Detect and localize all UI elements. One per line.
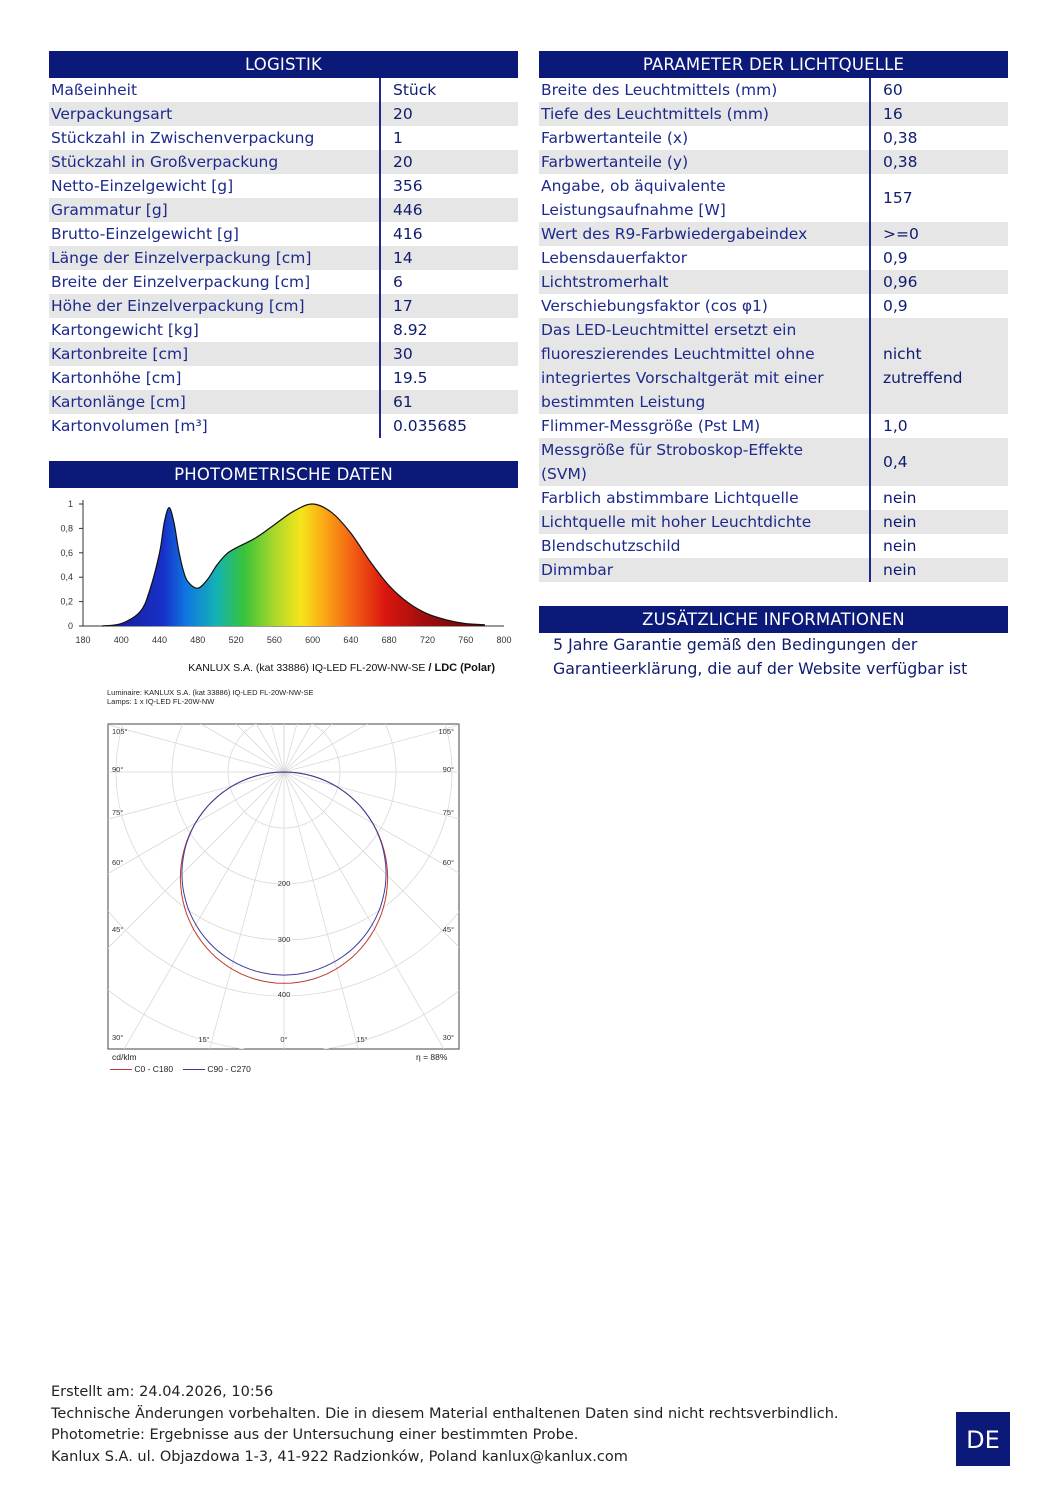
logistik-row bbox=[49, 342, 518, 366]
logistik-label: Länge der Einzelverpackung [cm] bbox=[49, 246, 380, 270]
spectrum-x-tick-label: 760 bbox=[458, 635, 474, 645]
spectrum-y-tick-label: 0,8 bbox=[60, 523, 73, 534]
logistik-row bbox=[49, 414, 518, 438]
logistik-row bbox=[49, 318, 518, 342]
logistik-row bbox=[49, 390, 518, 414]
polar-radial-label: 400 bbox=[277, 990, 291, 999]
polar-angle-label-left: 105° bbox=[112, 727, 128, 736]
polar-radial-label: 200 bbox=[277, 879, 291, 888]
logistik-label: Kartongewicht [kg] bbox=[51, 321, 199, 339]
spectrum-y-tick-label: 0 bbox=[67, 621, 73, 631]
logistik-table bbox=[49, 78, 518, 438]
parameter-row bbox=[539, 534, 1008, 558]
logistik-value: 356 bbox=[380, 174, 518, 198]
logistik-row bbox=[49, 174, 518, 198]
polar-angle-label-right: 105° bbox=[438, 727, 454, 736]
footer-address: Kanlux S.A. ul. Objazdowa 1-3, 41-922 Radzionków, Poland kanlux@kanlux.com bbox=[51, 1448, 628, 1465]
parameter-label: Flimmer-Messgröße (Pst LM) bbox=[541, 417, 761, 435]
parameter-row bbox=[539, 102, 1008, 126]
parameter-row bbox=[539, 150, 1008, 174]
spectrum-chart bbox=[49, 492, 519, 652]
parameter-row bbox=[539, 486, 1008, 510]
parameter-label bbox=[539, 174, 870, 222]
parameter-label-line: fluoreszierendes Leuchtmittel ohne bbox=[541, 345, 815, 363]
parameter-label: Lebensdauerfaktor bbox=[541, 249, 688, 267]
parameter-value-line: zutreffend bbox=[883, 369, 963, 387]
spectrum-x-tick-label: 520 bbox=[228, 635, 244, 645]
polar-efficiency: η = 88% bbox=[416, 1052, 448, 1062]
parameter-label-line: Angabe, ob äquivalente bbox=[541, 177, 726, 195]
polar-angle-label-bottom: 15° bbox=[356, 1035, 368, 1044]
spectrum-x-tick-label: 720 bbox=[419, 635, 435, 645]
legend-c90 bbox=[183, 1064, 251, 1074]
logistik-label: Brutto-Einzelgewicht [g] bbox=[51, 225, 239, 243]
polar-angle-label-left: 30° bbox=[112, 1033, 124, 1042]
parameter-label-line: Leistungsaufnahme [W] bbox=[541, 201, 726, 219]
parameter-table bbox=[539, 78, 1008, 582]
spectrum-x-tick-label: 440 bbox=[152, 635, 168, 645]
spectrum-x-tick-label: 800 bbox=[496, 635, 512, 645]
logistik-value: 416 bbox=[380, 222, 518, 246]
zusatz-line-2: Garantieerklärung, die auf der Website verfügbar ist bbox=[553, 659, 968, 678]
logistik-label: Breite der Einzelverpackung [cm] bbox=[51, 273, 311, 291]
spectrum-y-tick-label: 0,2 bbox=[60, 596, 73, 607]
parameter-row bbox=[539, 414, 1008, 438]
parameter-value: nein bbox=[870, 510, 1008, 534]
parameter-label-line: integriertes Vorschaltgerät mit einer bbox=[541, 369, 824, 387]
parameter-label-line: bestimmten Leistung bbox=[541, 393, 706, 411]
logistik-value: 446 bbox=[380, 198, 518, 222]
legend-c0 bbox=[110, 1064, 173, 1074]
parameter-label: Farblich abstimmbare Lichtquelle bbox=[541, 489, 799, 507]
legend-c90-label: C90 - C270 bbox=[207, 1064, 251, 1074]
zusatz-header: ZUSÄTZLICHE INFORMATIONEN bbox=[539, 606, 1008, 633]
parameter-label-line: Das LED-Leuchtmittel ersetzt ein bbox=[541, 321, 797, 339]
parameter-row bbox=[539, 438, 1008, 486]
parameter-value: nein bbox=[870, 534, 1008, 558]
parameter-row bbox=[539, 222, 1008, 246]
parameter-label: Tiefe des Leuchtmittels (mm) bbox=[539, 102, 870, 126]
parameter-value: nein bbox=[870, 558, 1008, 582]
parameter-label: Blendschutzschild bbox=[541, 537, 681, 555]
parameter-value bbox=[870, 318, 1008, 414]
logistik-value: 30 bbox=[380, 342, 518, 366]
parameter-value: nein bbox=[870, 486, 1008, 510]
parameter-row bbox=[539, 78, 1008, 102]
parameter-value: 1,0 bbox=[870, 414, 1008, 438]
logistik-value: 8.92 bbox=[380, 318, 518, 342]
polar-angle-label-bottom: 15° bbox=[198, 1035, 210, 1044]
legend-c0-swatch bbox=[110, 1069, 132, 1070]
parameter-row bbox=[539, 174, 1008, 222]
logistik-label: Kartonvolumen [m³] bbox=[51, 417, 208, 435]
logistik-value: Stück bbox=[380, 78, 518, 102]
parameter-label-line: Messgröße für Stroboskop-Effekte bbox=[541, 441, 803, 459]
polar-angle-label-right: 45° bbox=[442, 925, 454, 934]
logistik-row bbox=[49, 126, 518, 150]
logistik-label: Kartonlänge [cm] bbox=[49, 390, 380, 414]
parameter-value-line: nicht bbox=[883, 345, 922, 363]
spectrum-y-tick-label: 0,4 bbox=[60, 572, 73, 583]
polar-angle-label-right: 75° bbox=[442, 808, 454, 817]
polar-title-main: KANLUX S.A. (kat 33886) IQ-LED FL-20W-NW-SE bbox=[188, 662, 426, 674]
logistik-row bbox=[49, 102, 518, 126]
logistik-row bbox=[49, 294, 518, 318]
parameter-label: Lichtquelle mit hoher Leuchtdichte bbox=[539, 510, 870, 534]
parameter-row bbox=[539, 270, 1008, 294]
logistik-header: LOGISTIK bbox=[49, 51, 518, 78]
polar-angle-label-right: 60° bbox=[442, 858, 454, 867]
logistik-value: 19.5 bbox=[380, 366, 518, 390]
parameter-value: 60 bbox=[870, 78, 1008, 102]
parameter-label: Verschiebungsfaktor (cos φ1) bbox=[541, 297, 768, 315]
parameter-value: 0,9 bbox=[870, 246, 1008, 270]
spectrum-x-tick-label: 640 bbox=[343, 635, 359, 645]
logistik-label: Kartonhöhe [cm] bbox=[51, 369, 182, 387]
parameter-row bbox=[539, 246, 1008, 270]
spectrum-x-tick-label: 180 bbox=[75, 635, 91, 645]
logistik-label: Maßeinheit bbox=[51, 81, 138, 99]
footer-disclaimer: Technische Änderungen vorbehalten. Die in diesem Material enthaltenen Daten sind nicht rechtsverbindlich. bbox=[51, 1405, 839, 1422]
lamps-line: Lamps: 1 x IQ-LED FL-20W-NW bbox=[107, 696, 215, 706]
logistik-label: Grammatur [g] bbox=[49, 198, 380, 222]
spectrum-x-tick-label: 600 bbox=[305, 635, 321, 645]
parameter-label: Farbwertanteile (y) bbox=[539, 150, 870, 174]
logistik-row bbox=[49, 150, 518, 174]
logistik-value: 20 bbox=[380, 150, 518, 174]
parameter-label bbox=[539, 438, 870, 486]
logistik-row bbox=[49, 222, 518, 246]
polar-title bbox=[150, 662, 495, 674]
polar-chart bbox=[100, 720, 460, 1070]
footer-photometry-note: Photometrie: Ergebnisse aus der Untersuchung einer bestimmten Probe. bbox=[51, 1427, 579, 1443]
polar-angle-label-bottom: 0° bbox=[280, 1035, 288, 1044]
polar-title-bold: / LDC (Polar) bbox=[425, 662, 495, 674]
parameter-label: Lichtstromerhalt bbox=[539, 270, 870, 294]
logistik-value: 6 bbox=[380, 270, 518, 294]
parameter-row bbox=[539, 126, 1008, 150]
logistik-value: 14 bbox=[380, 246, 518, 270]
polar-angle-label-left: 75° bbox=[112, 808, 124, 817]
parameter-row bbox=[539, 294, 1008, 318]
logistik-value: 20 bbox=[380, 102, 518, 126]
legend-c90-swatch bbox=[183, 1069, 205, 1070]
spectrum-x-tick-label: 560 bbox=[266, 635, 282, 645]
parameter-label-line: (SVM) bbox=[541, 465, 587, 483]
spectrum-x-tick-label: 400 bbox=[113, 635, 129, 645]
polar-angle-label-right: 90° bbox=[442, 765, 454, 774]
spectrum-x-tick-label: 480 bbox=[190, 635, 206, 645]
parameter-label: Wert des R9-Farbwiedergabeindex bbox=[539, 222, 870, 246]
logistik-value: 0.035685 bbox=[380, 414, 518, 438]
logistik-label: Netto-Einzelgewicht [g] bbox=[51, 177, 234, 195]
parameter-value: 16 bbox=[870, 102, 1008, 126]
parameter-row bbox=[539, 558, 1008, 582]
parameter-label: Farbwertanteile (x) bbox=[541, 129, 689, 147]
polar-angle-label-left: 90° bbox=[112, 765, 124, 774]
polar-unit: cd/klm bbox=[112, 1052, 137, 1062]
parameter-header: PARAMETER DER LICHTQUELLE bbox=[539, 51, 1008, 78]
parameter-value: 0,4 bbox=[870, 438, 1008, 486]
logistik-label: Stückzahl in Großverpackung bbox=[49, 150, 380, 174]
logistik-row bbox=[49, 270, 518, 294]
logistik-row bbox=[49, 366, 518, 390]
footer-created: Erstellt am: 24.04.2026, 10:56 bbox=[51, 1384, 274, 1400]
parameter-row bbox=[539, 510, 1008, 534]
parameter-label: Breite des Leuchtmittels (mm) bbox=[541, 81, 778, 99]
polar-angle-label-right: 30° bbox=[442, 1033, 454, 1042]
legend-c0-label: C0 - C180 bbox=[134, 1064, 174, 1074]
spectrum-y-tick-label: 0,6 bbox=[60, 547, 73, 558]
zusatz-line-1: 5 Jahre Garantie gemäß den Bedingungen der bbox=[553, 635, 918, 654]
zusatz-text bbox=[553, 633, 967, 681]
logistik-value: 17 bbox=[380, 294, 518, 318]
parameter-label bbox=[539, 318, 870, 414]
spectrum-area bbox=[102, 504, 485, 626]
spectrum-y-tick-label: 1 bbox=[67, 499, 73, 509]
logistik-label: Kartonbreite [cm] bbox=[49, 342, 380, 366]
logistik-row bbox=[49, 198, 518, 222]
logistik-label: Stückzahl in Zwischenverpackung bbox=[51, 129, 315, 147]
parameter-value: 157 bbox=[870, 174, 1008, 222]
parameter-label: Dimmbar bbox=[539, 558, 870, 582]
parameter-value: 0,38 bbox=[870, 126, 1008, 150]
logistik-value: 61 bbox=[380, 390, 518, 414]
logistik-row bbox=[49, 78, 518, 102]
parameter-row bbox=[539, 318, 1008, 414]
photometrie-header: PHOTOMETRISCHE DATEN bbox=[49, 461, 518, 488]
polar-angle-label-left: 45° bbox=[112, 925, 124, 934]
language-badge: DE bbox=[956, 1412, 1010, 1466]
footer bbox=[51, 1382, 839, 1468]
polar-angle-label-left: 60° bbox=[112, 858, 124, 867]
parameter-value: 0,9 bbox=[870, 294, 1008, 318]
spectrum-x-tick-label: 680 bbox=[381, 635, 397, 645]
polar-meta bbox=[107, 689, 313, 706]
logistik-value: 1 bbox=[380, 126, 518, 150]
polar-radial-label: 300 bbox=[277, 935, 291, 944]
luminaire-line: Luminaire: KANLUX S.A. (kat 33886) IQ-LED FL-20W-NW-SE bbox=[107, 688, 314, 697]
parameter-value: 0,38 bbox=[870, 150, 1008, 174]
logistik-label: Verpackungsart bbox=[49, 102, 380, 126]
parameter-value: 0,96 bbox=[870, 270, 1008, 294]
parameter-value: >=0 bbox=[870, 222, 1008, 246]
polar-legend bbox=[110, 1052, 460, 1076]
logistik-label: Höhe der Einzelverpackung [cm] bbox=[49, 294, 380, 318]
logistik-row bbox=[49, 246, 518, 270]
